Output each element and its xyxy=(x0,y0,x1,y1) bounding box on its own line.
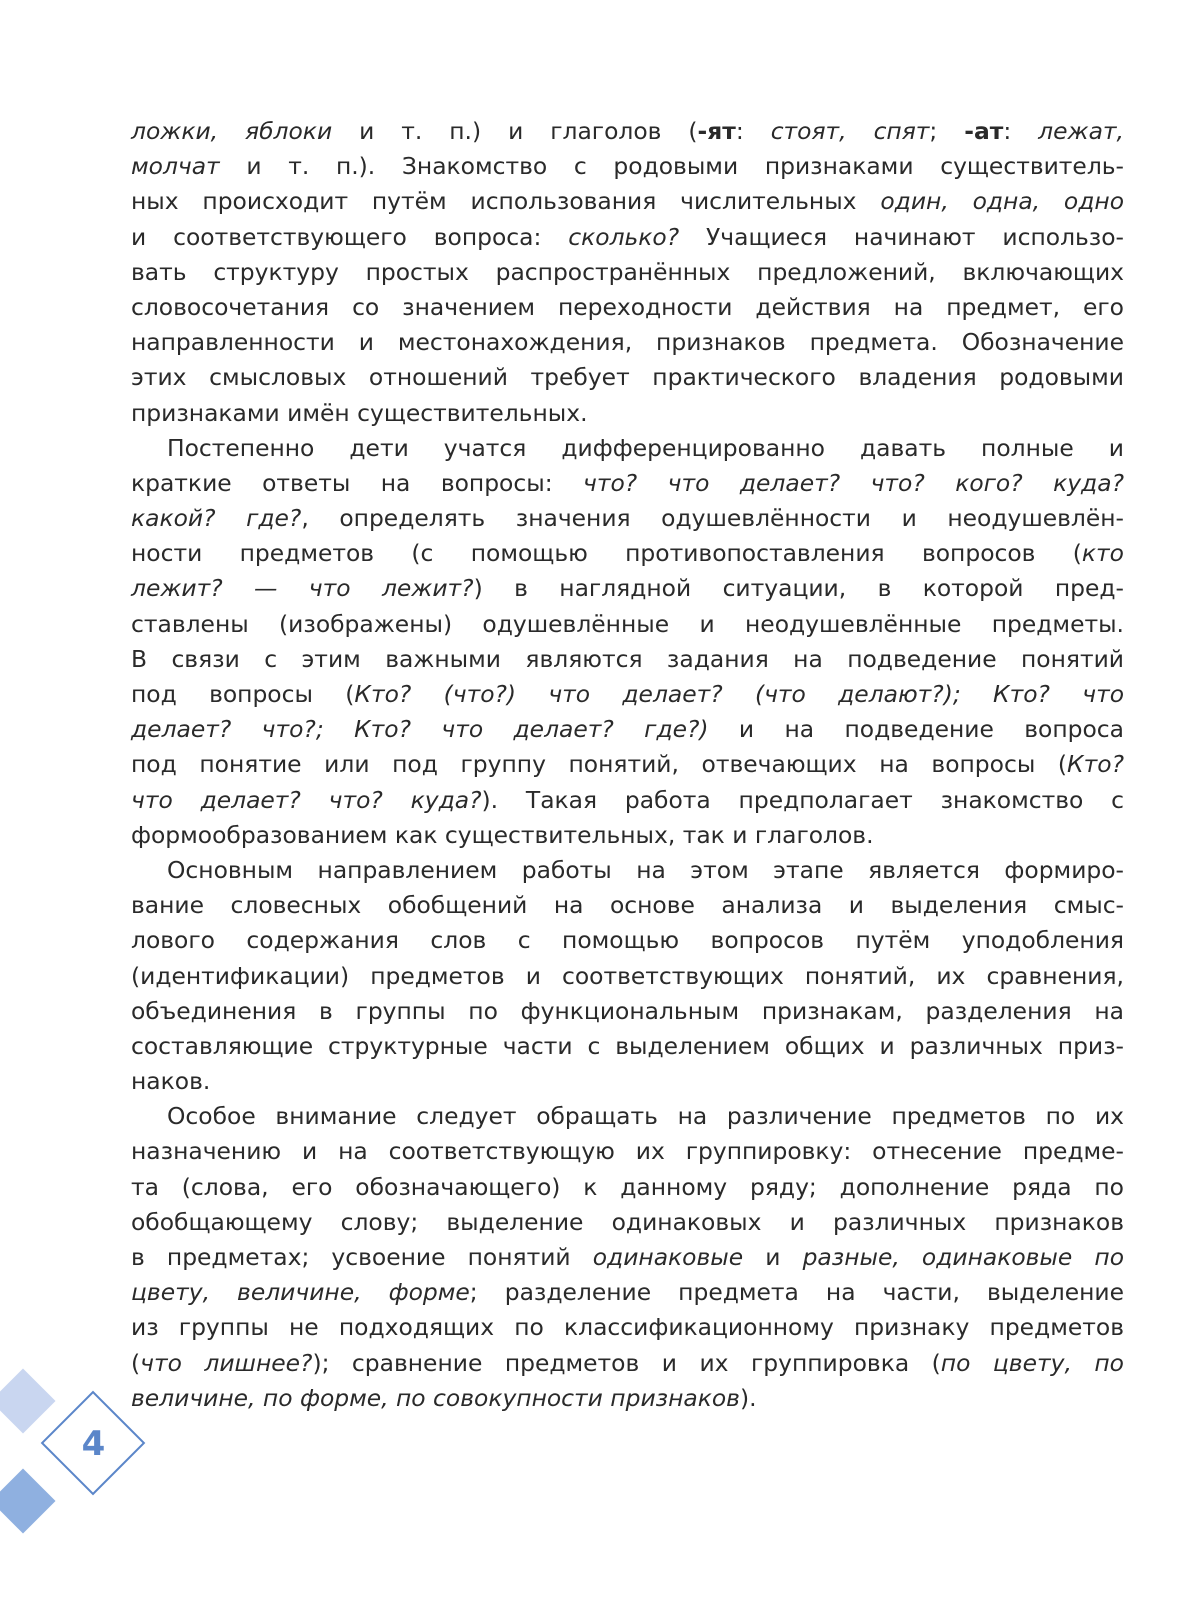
text-run: ) в наглядной ситуации, в которой пред- xyxy=(473,574,1125,603)
text-line xyxy=(131,290,1124,325)
text-line xyxy=(131,712,1124,747)
text-run: назначению и на соответствующую их группировку: отнесение предме- xyxy=(131,1137,1124,1166)
text-line xyxy=(131,431,1124,466)
text-run: в предметах; усвоение понятий xyxy=(131,1243,593,1271)
italic-example: Кто? xyxy=(1067,750,1124,779)
text-run: составляющие структурные части с выделением общих и различных приз- xyxy=(131,1031,1124,1060)
text-run: ных происходит путём использования числительных xyxy=(131,187,881,216)
bold-ending: -ат xyxy=(964,117,1004,145)
page-decoration xyxy=(0,1368,170,1548)
italic-example: сколько? xyxy=(568,222,680,251)
text-run: из группы не подходящих по классификационному признаку предметов xyxy=(131,1313,1124,1342)
text-line xyxy=(131,255,1124,290)
text-run: краткие ответы на вопросы: xyxy=(131,468,584,497)
text-run: : xyxy=(735,117,771,145)
text-run: ). Такая работа предполагает знакомство с xyxy=(481,785,1124,814)
paragraph xyxy=(131,1099,1124,1416)
text-line xyxy=(131,1275,1124,1310)
text-run: формообразованием как существительных, так и глаголов. xyxy=(131,820,874,849)
text-run: ). xyxy=(739,1383,757,1412)
text-line xyxy=(131,149,1124,184)
text-line xyxy=(131,571,1124,606)
text-run: ; разделение предмета на части, выделение xyxy=(469,1278,1124,1307)
page-number: 4 xyxy=(81,1423,106,1464)
light-diamond-shape xyxy=(0,1368,56,1433)
text-run: признаками имён существительных. xyxy=(131,398,588,427)
text-run: Постепенно дети учатся дифференцированно давать полные и xyxy=(167,433,1124,462)
text-line xyxy=(131,923,1124,958)
text-run: та (слова, его обозначающего) к данному ряду; дополнение ряда по xyxy=(131,1172,1124,1201)
text-run: В связи с этим важными являются задания на подведение понятий xyxy=(131,644,1124,673)
text-run: обобщающему слову; выделение одинаковых и различных признаков xyxy=(131,1207,1124,1236)
text-line xyxy=(131,959,1124,994)
text-run: и xyxy=(743,1243,803,1271)
text-run: и на подведение вопроса xyxy=(708,715,1125,744)
text-run: словосочетания со значением переходности действия на предмет, его xyxy=(131,292,1124,321)
text-line xyxy=(131,1381,1124,1416)
text-run: этих смысловых отношений требует практического владения родовыми xyxy=(131,363,1124,392)
italic-example: цвету, величине, форме xyxy=(131,1278,470,1307)
text-line xyxy=(131,1346,1124,1381)
text-run: ( xyxy=(131,1348,141,1377)
paragraph xyxy=(131,114,1124,431)
text-run: и т. п.) и глаголов ( xyxy=(332,117,698,145)
italic-example: молчат xyxy=(131,152,220,181)
text-run: вание словесных обобщений на основе анализа и выделения смыс- xyxy=(131,891,1124,920)
text-line xyxy=(131,853,1124,888)
text-line xyxy=(131,1170,1124,1205)
italic-example: стоят, спят xyxy=(770,117,930,145)
text-run: вать структуру простых распространённых предложений, включающих xyxy=(131,257,1124,286)
text-line xyxy=(131,360,1124,395)
page-number-box xyxy=(56,1406,131,1481)
text-line xyxy=(131,1310,1124,1345)
text-run: ); сравнение предметов и их группировка ( xyxy=(312,1348,941,1377)
italic-example: что лишнее? xyxy=(140,1348,313,1377)
paragraph xyxy=(131,853,1124,1099)
text-line xyxy=(131,994,1124,1029)
text-line xyxy=(131,396,1124,431)
text-run: (идентификации) предметов и соответствующих понятий, их сравнения, xyxy=(131,961,1124,990)
text-run: Основным направлением работы на этом этапе является формиро- xyxy=(167,855,1124,884)
text-run: Особое внимание следует обращать на различение предметов по их xyxy=(167,1102,1124,1131)
italic-example: кто xyxy=(1081,539,1124,568)
text-run: , определять значения одушевлённости и неодушевлён- xyxy=(301,504,1124,533)
text-run: и соответствующего вопроса: xyxy=(131,222,569,251)
italic-example: величине, по форме, по совокупности признаков xyxy=(131,1383,740,1412)
mid-diamond-shape xyxy=(0,1468,56,1533)
text-run: Учащиеся начинают использо- xyxy=(679,222,1124,251)
text-run: лового содержания слов с помощью вопросов путём уподобления xyxy=(131,926,1124,955)
italic-example: делает? что?; Кто? что делает? где?) xyxy=(131,715,709,744)
bold-ending: -ят xyxy=(697,117,736,145)
text-line xyxy=(131,220,1124,255)
italic-example: лежат, xyxy=(1038,117,1124,145)
text-line xyxy=(131,1064,1124,1099)
text-line xyxy=(131,607,1124,642)
text-run: под понятие или под группу понятий, отвечающих на вопросы ( xyxy=(131,750,1068,779)
paragraph xyxy=(131,431,1124,853)
italic-example: одинаковые xyxy=(592,1243,744,1271)
text-line xyxy=(131,677,1124,712)
text-line xyxy=(131,783,1124,818)
body-text xyxy=(131,114,1124,1416)
text-line xyxy=(131,466,1124,501)
text-run: ставлены (изображены) одушевлённые и неодушевлённые предметы. xyxy=(131,609,1124,638)
text-run: наков. xyxy=(131,1067,211,1096)
italic-example: один, одна, одно xyxy=(880,187,1125,216)
text-line xyxy=(131,325,1124,360)
text-line xyxy=(131,1029,1124,1064)
italic-example: что делает? что? куда? xyxy=(131,785,482,814)
italic-example: по цвету, по xyxy=(940,1348,1124,1377)
text-line xyxy=(131,114,1124,149)
text-line xyxy=(131,1240,1124,1275)
text-line xyxy=(131,536,1124,571)
italic-example: что? что делает? что? кого? куда? xyxy=(583,468,1124,497)
text-run: и т. п.). Знакомство с родовыми признаками существитель- xyxy=(219,152,1124,181)
italic-example: лежит? — что лежит? xyxy=(131,574,474,603)
text-run: направленности и местонахождения, признаков предмета. Обозначение xyxy=(131,328,1124,357)
text-line xyxy=(131,1205,1124,1240)
text-line xyxy=(131,1099,1124,1134)
italic-example: какой? где? xyxy=(131,504,302,533)
italic-example: разные, одинаковые по xyxy=(802,1243,1125,1271)
text-line xyxy=(131,642,1124,677)
text-run: объединения в группы по функциональным признакам, разделения на xyxy=(131,996,1124,1025)
text-line xyxy=(131,818,1124,853)
text-line xyxy=(131,184,1124,219)
text-run: ; xyxy=(929,117,965,145)
italic-example: Кто? (что?) что делает? (что делают?); Кто? что xyxy=(354,680,1125,708)
text-run: ности предметов (с помощью противопоставления вопросов ( xyxy=(131,539,1082,568)
text-run: : xyxy=(1003,117,1039,145)
text-line xyxy=(131,747,1124,782)
text-line xyxy=(131,501,1124,536)
italic-example: ложки, яблоки xyxy=(131,117,333,145)
text-run: под вопросы ( xyxy=(131,680,355,708)
text-line xyxy=(131,1134,1124,1169)
text-line xyxy=(131,888,1124,923)
